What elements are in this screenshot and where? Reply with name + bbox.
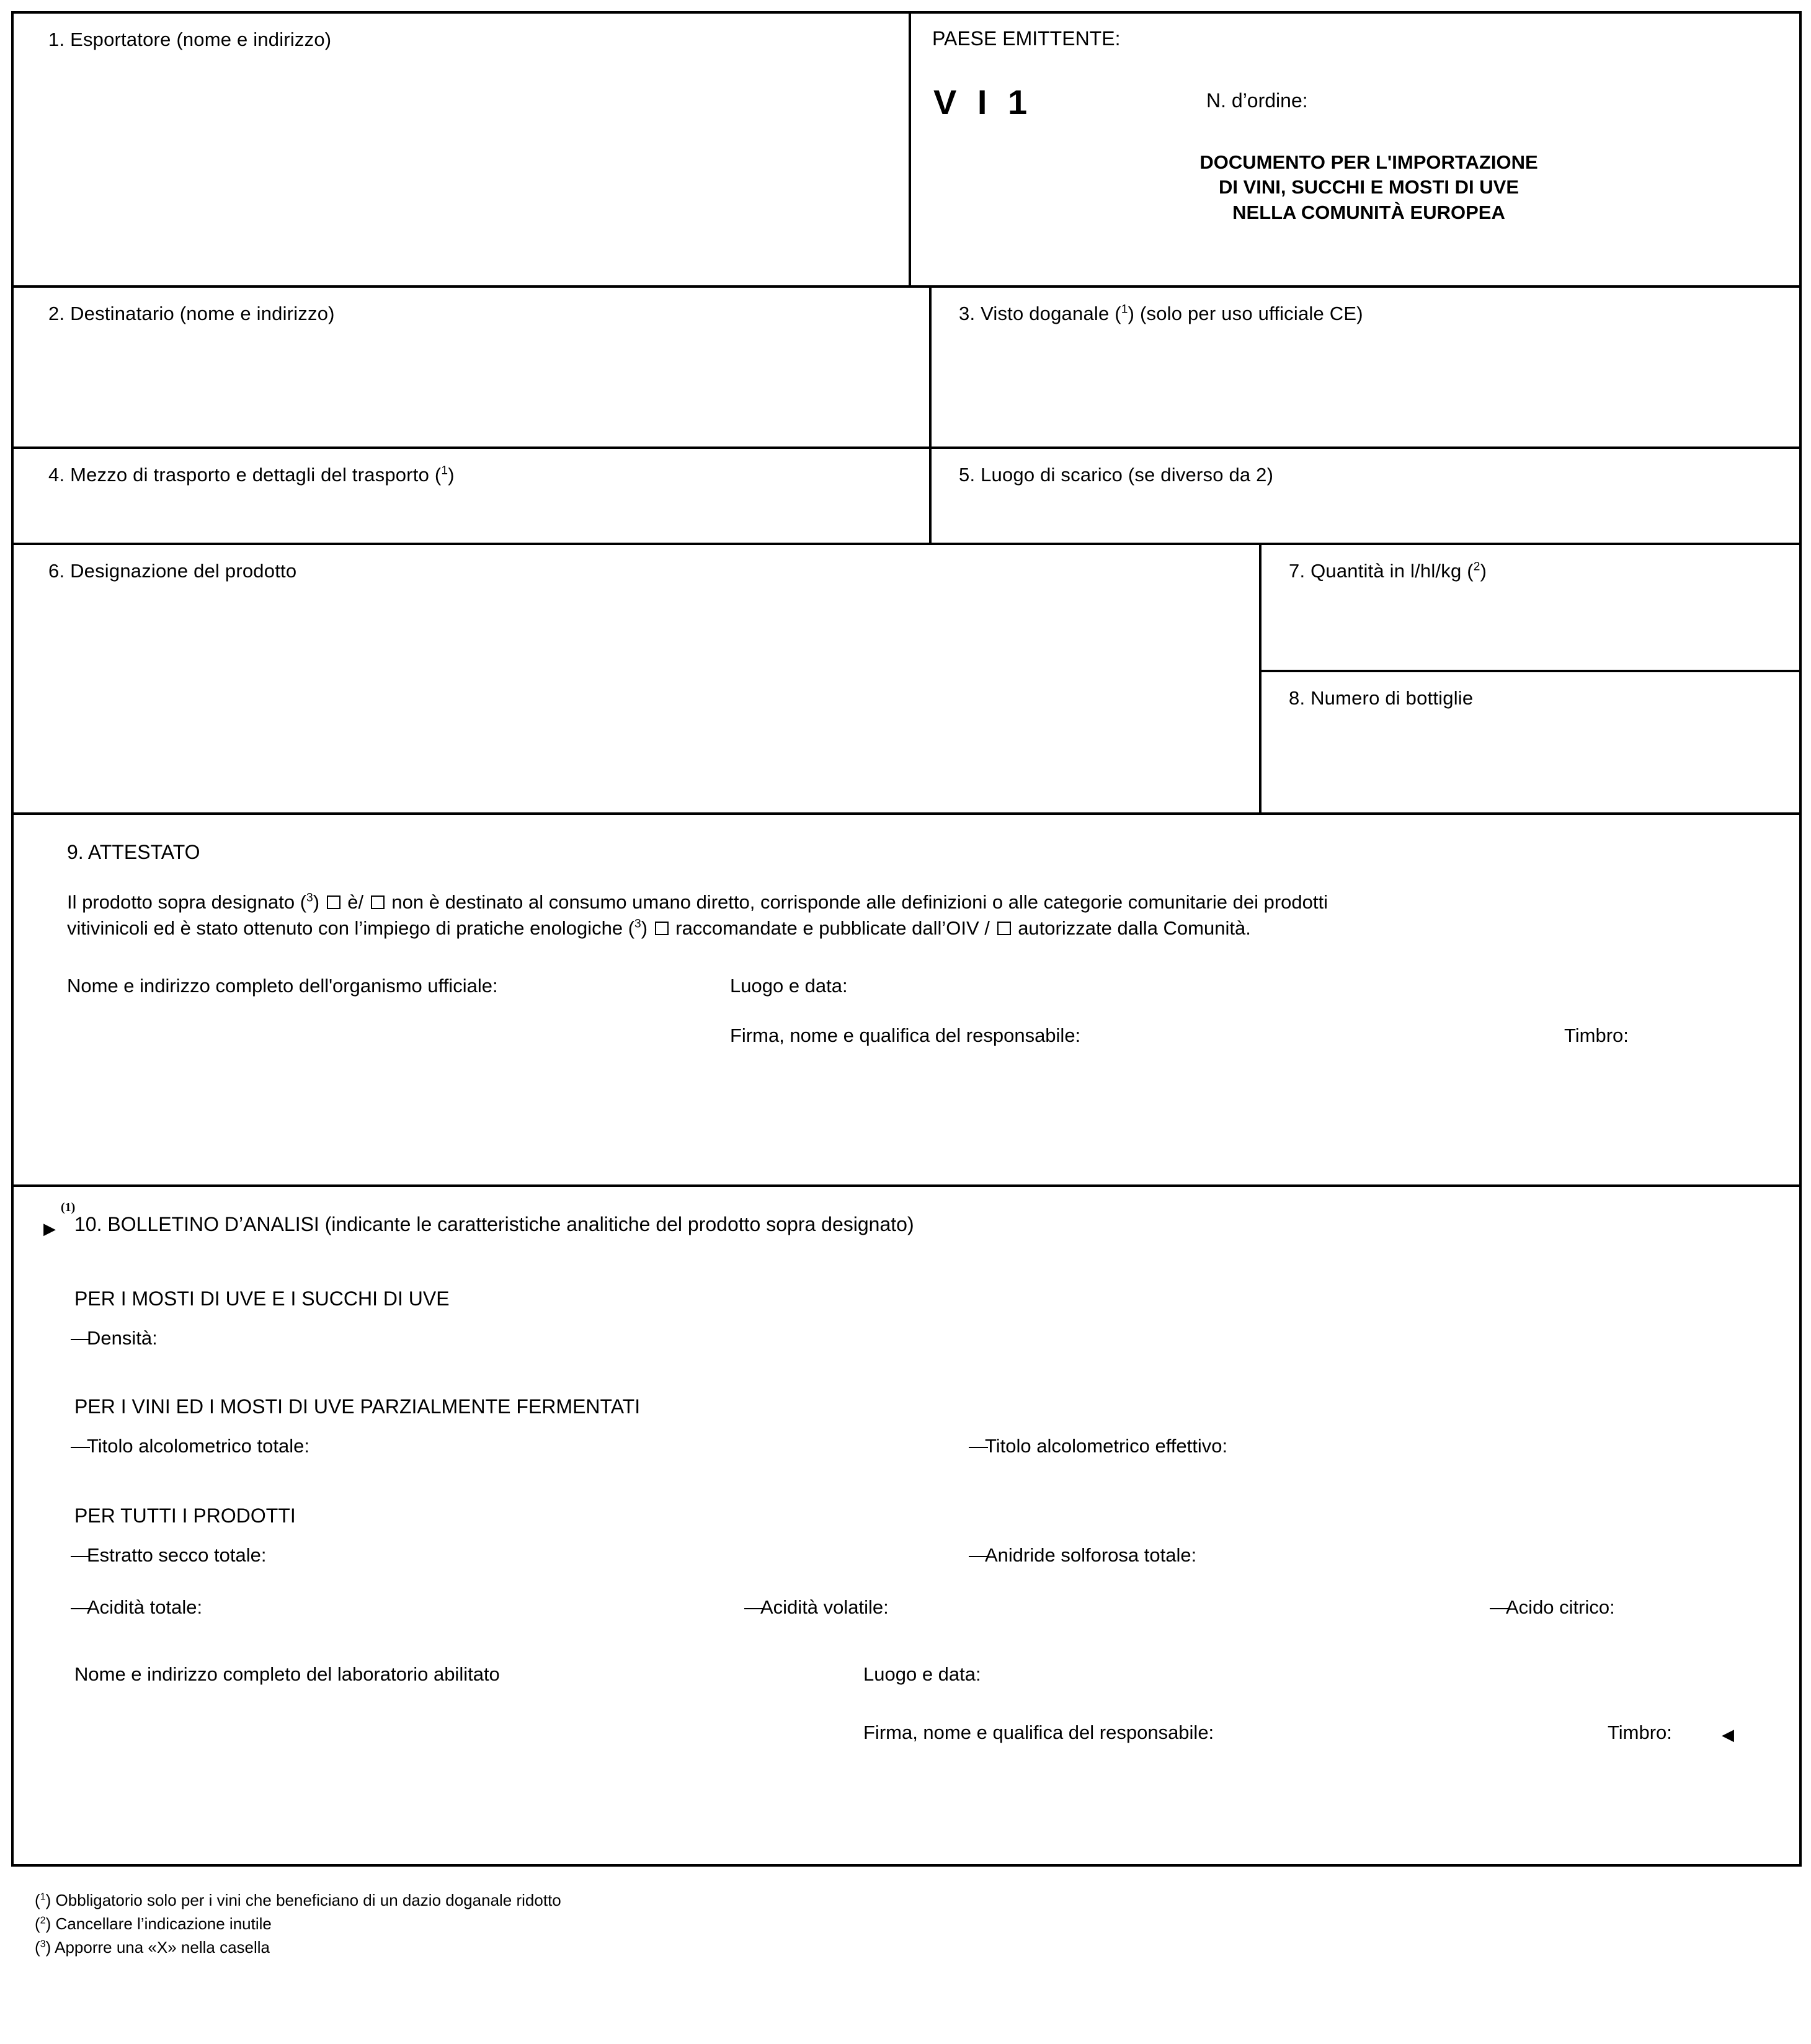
footnote-2-marker-close: )	[45, 1914, 51, 1933]
box-unloading-place-label: 5. Luogo di scarico (se diverso da 2)	[959, 464, 1274, 486]
box-customs-visa-label-end: ) (solo per uso ufficiale CE)	[1128, 303, 1363, 324]
box-bottle-count[interactable]	[1261, 672, 1802, 812]
analysis-field-titolo-totale	[71, 1435, 309, 1457]
section-attestato-paragraph	[67, 889, 1754, 941]
section-analysis-title: 10. BOLLETINO D’ANALISI (indicante le caratteristiche analitiche del prodotto sopra designato)	[74, 1213, 914, 1235]
footnote-3-text: Apporre una «X» nella casella	[55, 1937, 270, 1957]
attestato-signature-label: Firma, nome e qualifica del responsabile:	[730, 1024, 1081, 1046]
footnote-2	[35, 1913, 561, 1936]
analysis-field-titolo-totale-label: Titolo alcolometrico totale:	[87, 1435, 309, 1457]
section-attestato	[14, 815, 1802, 1184]
analysis-group-2-heading: PER I VINI ED I MOSTI DI UVE PARZIALMENTE FERMENTATI	[74, 1395, 641, 1418]
official-body-label: Nome e indirizzo completo dell'organismo ufficiale:	[67, 975, 498, 997]
arrow-right-icon: ▶	[43, 1219, 56, 1238]
attestato-text-1: Il prodotto sopra designato (	[67, 891, 307, 913]
box-quantity-label-start: 7. Quantità in l/hl/kg (	[1289, 560, 1474, 582]
checkbox-e[interactable]	[327, 895, 340, 909]
analysis-field-estratto-secco	[71, 1544, 266, 1566]
box-transport-footnote-ref: 1	[441, 464, 448, 478]
form-outer-frame	[11, 11, 1802, 1867]
document-title-line-1: DOCUMENTO PER L'IMPORTAZIONE	[1199, 151, 1538, 173]
footnote-2-marker-open: (	[35, 1914, 40, 1933]
section-attestato-title: 9. ATTESTATO	[67, 841, 200, 863]
checkbox-autorizzate[interactable]	[997, 922, 1011, 935]
box-transport-label-end: )	[448, 464, 455, 486]
order-number-label: N. d’ordine:	[1206, 89, 1308, 112]
document-title	[911, 150, 1802, 225]
document-title-line-2: DI VINI, SUCCHI E MOSTI DI UVE	[1219, 176, 1519, 198]
dash-icon: —	[1490, 1596, 1509, 1618]
analysis-field-acidita-volatile-label: Acidità volatile:	[760, 1596, 889, 1618]
box-bottle-count-label: 8. Numero di bottiglie	[1289, 687, 1474, 709]
box-consignee-label: 2. Destinatario (nome e indirizzo)	[48, 303, 335, 324]
analysis-field-acido-citrico-label: Acido citrico:	[1506, 1596, 1615, 1618]
box-exporter[interactable]	[14, 14, 909, 285]
box-transport-label	[48, 463, 455, 487]
footnote-1-marker-close: )	[45, 1891, 51, 1909]
header-block	[911, 14, 1802, 285]
checkbox-raccomandate[interactable]	[655, 922, 669, 935]
dash-icon: —	[744, 1596, 763, 1618]
footnote-1-marker-open: (	[35, 1891, 40, 1909]
attestato-stamp-label: Timbro:	[1564, 1024, 1629, 1046]
footnotes	[35, 1889, 561, 1960]
box-customs-visa-footnote-ref: 1	[1121, 303, 1128, 316]
analysis-field-acidita-totale	[71, 1596, 202, 1619]
attestato-line-2	[67, 915, 1754, 941]
attestato-option-autorizzate: autorizzate dalla Comunità.	[1018, 917, 1251, 939]
box-quantity[interactable]	[1261, 545, 1802, 670]
footnote-1-number: 1	[40, 1891, 46, 1903]
box-product-description-label: 6. Designazione del prodotto	[48, 560, 297, 582]
analysis-signature-label: Firma, nome e qualifica del responsabile:	[863, 1722, 1214, 1743]
box-customs-visa-label-start: 3. Visto doganale (	[959, 303, 1121, 324]
analysis-field-anidride-solforosa	[969, 1544, 1196, 1566]
box-consignee[interactable]	[14, 288, 929, 447]
box-transport[interactable]	[14, 449, 929, 543]
attestato-place-date-label: Luogo e data:	[730, 975, 848, 997]
attestato-option-e: è/	[347, 891, 364, 913]
attestato-text-3: vitivinicoli ed è stato ottenuto con l’impiego di pratiche enologiche (	[67, 917, 635, 939]
analysis-field-titolo-effettivo-label: Titolo alcolometrico effettivo:	[985, 1435, 1228, 1457]
box-exporter-label: 1. Esportatore (nome e indirizzo)	[48, 29, 332, 50]
box-quantity-label	[1289, 559, 1487, 584]
section-analysis-bulletin	[14, 1187, 1802, 1867]
dash-icon: —	[969, 1435, 988, 1457]
analysis-field-estratto-secco-label: Estratto secco totale:	[87, 1544, 267, 1566]
lab-name-label: Nome e indirizzo completo del laboratorio abilitato	[74, 1663, 500, 1685]
analysis-field-anidride-solforosa-label: Anidride solforosa totale:	[985, 1544, 1197, 1566]
attestato-footnote-ref-2: 3	[634, 917, 641, 931]
attestato-footnote-ref-1: 3	[306, 891, 313, 905]
footnote-3-number: 3	[40, 1938, 46, 1950]
issuing-country-label: PAESE EMITTENTE:	[932, 27, 1121, 50]
analysis-group-1-heading: PER I MOSTI DI UVE E I SUCCHI DI UVE	[74, 1287, 450, 1310]
footnote-3	[35, 1936, 561, 1960]
box-customs-visa-label	[959, 301, 1363, 326]
box-unloading-place[interactable]	[932, 449, 1802, 543]
analysis-field-densita	[71, 1327, 158, 1349]
dash-icon: —	[71, 1327, 90, 1349]
footnote-1	[35, 1889, 561, 1913]
analysis-field-acidita-totale-label: Acidità totale:	[87, 1596, 203, 1618]
box-quantity-footnote-ref: 2	[1473, 560, 1480, 574]
box-product-description[interactable]	[14, 545, 1259, 812]
analysis-marker-footnote-ref: (1)	[61, 1201, 76, 1214]
analysis-field-acidita-volatile	[744, 1596, 889, 1619]
checkbox-non-e[interactable]	[371, 895, 385, 909]
analysis-field-titolo-effettivo	[969, 1435, 1227, 1457]
attestato-text-4: )	[641, 917, 648, 939]
box-transport-label-start: 4. Mezzo di trasporto e dettagli del trasporto (	[48, 464, 442, 486]
footnote-1-text: Obbligatorio solo per i vini che beneficiano di un dazio doganale ridotto	[55, 1891, 561, 1909]
dash-icon: —	[71, 1435, 90, 1457]
dash-icon: —	[71, 1544, 90, 1566]
dash-icon: —	[969, 1544, 988, 1566]
footnote-3-marker-close: )	[45, 1937, 51, 1957]
analysis-group-3-heading: PER TUTTI I PRODOTTI	[74, 1504, 296, 1527]
analysis-field-densita-label: Densità:	[87, 1327, 158, 1349]
box-customs-visa[interactable]	[932, 288, 1802, 447]
attestato-option-non-e: non è destinato al consumo umano diretto, corrisponde alle definizioni o alle categorie comunitarie dei prodotti	[391, 891, 1328, 913]
attestato-text-2: )	[313, 891, 320, 913]
dash-icon: —	[71, 1596, 90, 1618]
footnote-2-number: 2	[40, 1914, 46, 1926]
footnote-3-marker-open: (	[35, 1937, 40, 1957]
footnote-2-text: Cancellare l’indicazione inutile	[55, 1914, 272, 1933]
arrow-left-icon: ◀	[1722, 1725, 1734, 1744]
box-quantity-label-end: )	[1480, 560, 1487, 582]
document-title-line-3: NELLA COMUNITÀ EUROPEA	[1232, 201, 1505, 223]
attestato-option-raccomandate: raccomandate e pubblicate dall’OIV /	[675, 917, 990, 939]
form-code: V I 1	[933, 82, 1033, 122]
analysis-stamp-label: Timbro:	[1608, 1722, 1672, 1743]
analysis-place-date-label: Luogo e data:	[863, 1663, 981, 1685]
analysis-field-acido-citrico	[1490, 1596, 1615, 1619]
